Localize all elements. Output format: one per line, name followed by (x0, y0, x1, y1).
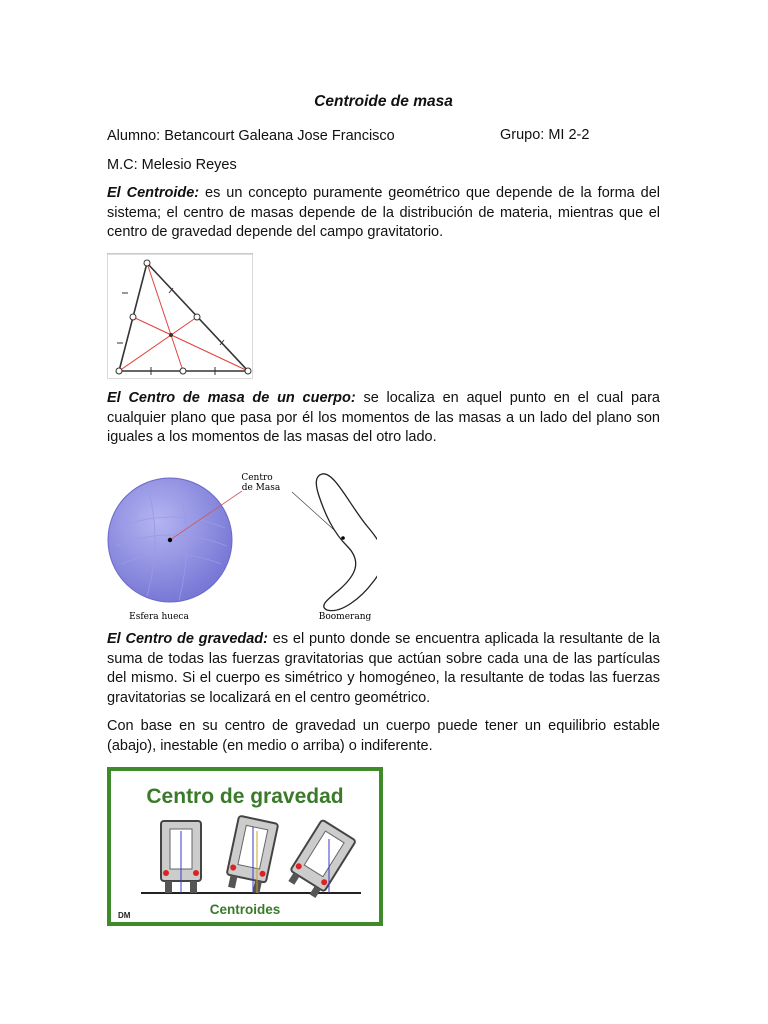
student-name: Alumno: Betancourt Galeana Jose Francisco (107, 128, 395, 144)
triangle-centroid-figure (107, 253, 253, 379)
midpoint (180, 368, 186, 374)
tipping-body (285, 820, 356, 901)
paragraph-equilibrio (107, 717, 660, 756)
document-title: Centroide de masa (314, 93, 453, 110)
text-centro-gravedad: es el punto donde se encuentra aplicada la resultante de la suma de todas las fuerzas gravitatorias que actúan sobre cada una de las partículas del mismo. Si el cuerpo es simétrico y homogéneo, la resultante de todas las fuerzas gravitatorias se localizará en el centro geométrico. (107, 631, 660, 706)
text-centro-masa: se localiza en aquel punto en el cual para cualquier plano que pasa por él los momentos de las masas a un lado del plano son iguales a los momentos de las masas del otro lado. (107, 390, 660, 445)
centroid-point (169, 333, 173, 337)
gravity-figure-title: Centro de gravedad (146, 785, 344, 808)
center-of-gravity-figure (107, 767, 383, 926)
unstable-body (224, 816, 278, 895)
text-centroide: es un concepto puramente geométrico que depende de la forma del sistema; el centro de masas depende de la distribución de materia, mientras que el centro de gravedad depende del campo gravitatorio. (107, 185, 660, 240)
center-of-mass-figure (107, 466, 377, 624)
text-equilibrio: Con base en su centro de gravedad un cuerpo puede tener un equilibrio estable (abajo), inestable (en medio o arriba) o indiferente. (107, 718, 660, 754)
gravity-bodies-illustration (111, 811, 379, 903)
teacher-name: M.C: Melesio Reyes (107, 157, 237, 173)
midpoint (130, 314, 136, 320)
lead-centro-masa: El Centro de masa de un cuerpo: (107, 390, 356, 406)
stable-body (161, 821, 201, 893)
sphere-label: Esfera hueca (129, 612, 189, 622)
student-group: Grupo: MI 2-2 (500, 127, 590, 143)
gravity-figure-subtitle: Centroides (209, 902, 281, 917)
boomerang-center-point (341, 536, 345, 540)
gravity-figure-credit: DM (118, 911, 131, 920)
lead-centro-gravedad: El Centro de gravedad: (107, 631, 268, 647)
paragraph-centro-masa (107, 389, 660, 448)
center-of-mass-label-line2: de Masa (241, 483, 281, 493)
lead-centroide: El Centroide: (107, 185, 200, 201)
vertex-point (116, 368, 122, 374)
midpoint (194, 314, 200, 320)
vertex-point (144, 260, 150, 266)
sphere-center-point (168, 538, 172, 542)
center-of-mass-label: Centro (241, 473, 273, 483)
boomerang-label: Boomerang (318, 612, 372, 622)
paragraph-centro-gravedad (107, 630, 660, 708)
boomerang-shape (316, 474, 377, 611)
paragraph-centroide (107, 184, 660, 243)
vertex-point (245, 368, 251, 374)
